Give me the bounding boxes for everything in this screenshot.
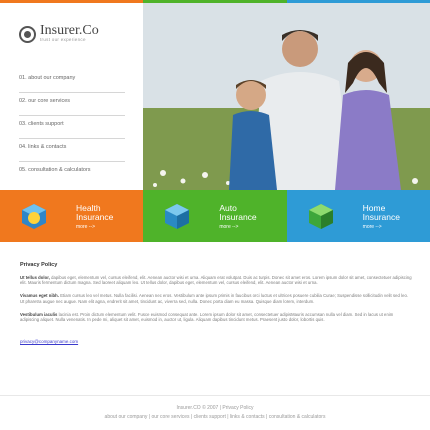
policy-paragraph — [20, 312, 412, 322]
tile-auto-more-link[interactable]: more --> — [219, 224, 239, 230]
nav-item-consultation[interactable]: 05. consultation & calculators — [19, 167, 91, 173]
nav-item-services[interactable]: 02. our core services — [19, 93, 125, 116]
tile-health-subtitle: Insurance — [76, 212, 114, 222]
footer-link-support[interactable]: clients support — [193, 414, 226, 420]
tile-auto-subtitle: Insurance — [219, 212, 257, 222]
footer-copyright: Insurer.CO © 2007 | Privacy Policy — [176, 405, 254, 411]
family-photo-illustration — [143, 3, 430, 190]
logo[interactable] — [19, 25, 99, 43]
globe-cube-icon — [20, 202, 48, 230]
paragraph-lead: Vestibulum iaculis — [20, 311, 58, 317]
footer — [0, 395, 430, 430]
tile-home-more-link[interactable]: more --> — [362, 224, 382, 230]
paragraph-text: dapibus eget, elementum vel, cursus eleifend, elit. Aenean auctor wisi et urna. Aliquam erat volutpat. Duis ac turpis. Donec sit amet eros. Lorem ipsum dolor sit amet, consectetuer adipiscing elit. Mauris fermentum dictum magna. Sed laoreet aliquam leo. Ut tellus dolor, dapibus eget, elementum vel, cursus eleifend, elit. Aenean auctor wisi et urna. — [20, 275, 412, 286]
tile-auto-title: Auto — [219, 203, 237, 213]
nav-item-about[interactable]: 01. about our company — [19, 70, 125, 93]
nav-item-support[interactable]: 03. clients support — [19, 116, 125, 139]
footer-link-contacts[interactable]: links & contacts — [229, 414, 265, 420]
policy-paragraph — [20, 293, 412, 303]
nav-item-contacts[interactable]: 04. links & contacts — [19, 139, 125, 162]
footer-link-about[interactable]: about our company — [104, 414, 148, 420]
sidebar — [0, 3, 143, 190]
logo-name: Insurer.Co — [40, 23, 99, 38]
tile-home-insurance[interactable] — [287, 190, 430, 242]
footer-link-consultation[interactable]: consultation & calculators — [268, 414, 326, 420]
page-title: Privacy Policy — [20, 262, 58, 268]
footer-links: about our company | our core services | clients support | links & contacts | consultation & calculators — [104, 414, 326, 420]
tile-health-insurance[interactable] — [0, 190, 143, 242]
main-nav — [19, 70, 125, 185]
logo-circle-icon — [19, 26, 36, 43]
paragraph-lead: Vivamus eget nibh. — [20, 293, 59, 299]
logo-tagline: trust our experience — [40, 37, 86, 42]
footer-link-services[interactable]: our core services — [151, 414, 190, 420]
paragraph-text: Etiam cursus leo vel metus. Nulla facilisi. Aenean nec eros. Vestibulum ante ipsum primis in faucibus orci luctus et ultrices posuere cubilia Curae; Suspendisse sollicitudin velit sed leo. Ut pharetra augue nec augue. Nam elit agna, endrerit sit amet, tincidunt ac, viverra sed, nulla. Donec porta diam eu massa. Quisque diam lorem, interdum. — [20, 293, 409, 304]
tile-health-more-link[interactable]: more --> — [76, 224, 96, 230]
feature-tiles — [0, 190, 430, 242]
hero-photo — [143, 3, 430, 190]
policy-paragraph — [20, 275, 412, 285]
tile-health-title: Health — [76, 203, 101, 213]
house-cube-icon — [307, 202, 335, 230]
tile-auto-insurance[interactable] — [143, 190, 286, 242]
privacy-policy-section — [20, 262, 412, 348]
privacy-email-link[interactable]: privacy@companyname.com — [20, 339, 79, 345]
paragraph-lead: Ut tellus dolor, — [20, 275, 50, 280]
tile-home-title: Home — [362, 203, 386, 213]
tile-home-subtitle: Insurance — [362, 212, 400, 222]
green-cube-icon — [163, 202, 191, 230]
paragraph-text: lacinia est. Proin dictum elementum velit. Fusce euismod consequat ante. Lorem ipsum dolor sit amet, consectetuer adipisMauris accumsan nulla vel diam. Sed in lacus ut enim adipiscing aliquet. Nulla venenatis. In pede mi, aliquet sit amet, euismod in, auctor ut, ligula. Aliquam dapibus tincidunt metus. Praesent justo dolor, lobortis quis. — [20, 311, 394, 323]
